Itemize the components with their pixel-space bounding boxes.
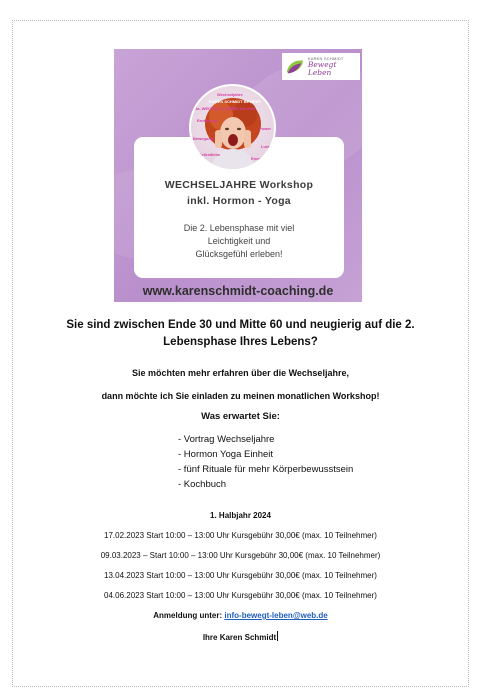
schedule-row: 04.06.2023 Start 10:00 – 13:00 Uhr Kursgebühr 30,00€ (max. 10 Teilnehmer) — [104, 591, 377, 600]
photo-word: Bewegung — [193, 136, 214, 141]
photo-word: Power — [259, 126, 272, 131]
card-text-line: Die 2. Lebensphase mit viel — [183, 223, 295, 233]
brand-logo — [282, 53, 360, 80]
headline — [12, 317, 469, 351]
photo-word: Wechseljahre — [217, 92, 243, 97]
card-text-line: Glücksgefühl erleben! — [195, 249, 283, 259]
card-title: WECHSELJAHRE Workshop — [164, 179, 314, 191]
schedule-row: 09.03.2023 – Start 10:00 – 13:00 Uhr Kursgebühr 30,00€ (max. 10 Teilnehmer) — [100, 551, 381, 560]
list-item: - Hormon Yoga Einheit — [178, 449, 274, 460]
photo-word: Selbstliebe — [199, 152, 221, 157]
list-item: - Kochbuch — [178, 479, 227, 490]
registration-line — [12, 611, 469, 620]
card-text-line: Leichtigkeit und — [207, 236, 271, 246]
schedule-heading: 1. Halbjahr 2024 — [210, 511, 271, 520]
intro-line: dann möchte ich Sie einladen zu meinen monatlichen Workshop! — [101, 391, 380, 401]
card-subtitle: inkl. Hormon - Yoga — [187, 195, 291, 207]
expect-heading: Was erwartet Sie: — [201, 411, 280, 422]
photo-word: Lust — [261, 144, 270, 149]
photo-word: Ernährung — [197, 118, 218, 123]
list-item: - Vortrag Wechseljahre — [178, 434, 275, 445]
photo-word: KAREN SCHMIDT BEWEGT — [209, 99, 262, 104]
headline-line: Lebensphase Ihres Lebens? — [163, 336, 318, 348]
signature: Ihre Karen Schmidt — [202, 633, 277, 642]
text-cursor — [277, 631, 278, 641]
photo-word: Energie — [251, 156, 266, 161]
flyer-image — [114, 49, 362, 302]
schedule-row: 13.04.2023 Start 10:00 – 13:00 Uhr Kursgebühr 30,00€ (max. 10 Teilnehmer) — [104, 571, 377, 580]
registration-label: Anmeldung unter: — [153, 611, 225, 620]
logo-script-text: Bewegt Leben — [307, 60, 337, 77]
expect-list — [178, 432, 353, 492]
schedule-row: 17.02.2023 Start 10:00 – 13:00 Uhr Kursgebühr 30,00€ (max. 10 Teilnehmer) — [104, 531, 377, 540]
intro-line: Sie möchten mehr erfahren über die Wechseljahre, — [132, 368, 349, 378]
logo-small-text: KAREN SCHMIDT — [307, 56, 344, 61]
list-item: - fünf Rituale für mehr Körperbewusstsein — [178, 464, 354, 475]
email-link[interactable]: info-bewegt-leben@web.de — [224, 611, 328, 620]
website-url: www.karenschmidt-coaching.de — [142, 284, 334, 298]
photo-word: Ja, WECHSEL (JAHRE) NA UND — [195, 106, 256, 111]
signature-line — [12, 631, 469, 642]
leaf-logo-icon — [285, 57, 305, 77]
headline-line: Sie sind zwischen Ende 30 und Mitte 60 und neugierig auf die 2. — [66, 319, 415, 331]
portrait-photo — [189, 84, 276, 171]
